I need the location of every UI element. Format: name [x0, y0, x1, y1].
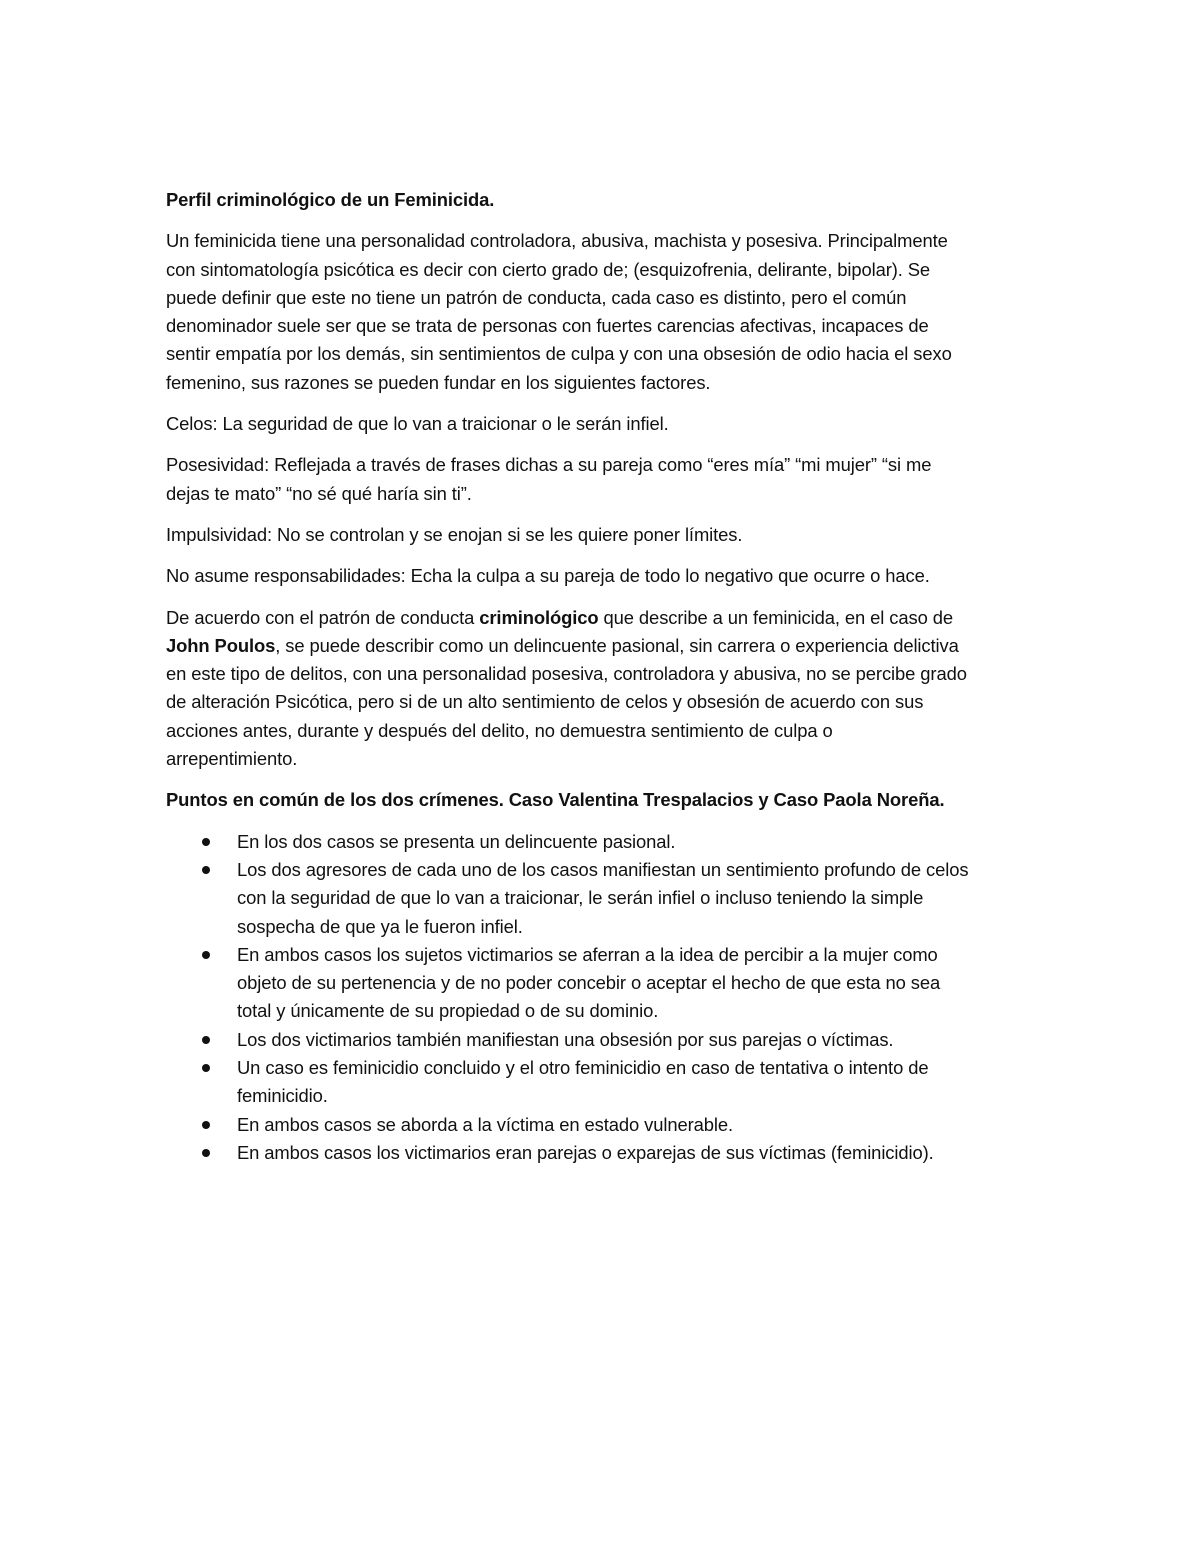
- document-body: [166, 186, 1034, 1167]
- factor-posesividad: [166, 451, 1034, 508]
- bullet-icon: [202, 838, 210, 846]
- list-item: [166, 1111, 1034, 1139]
- factor-line: dejas te mato” “no sé qué haría sin ti”.: [166, 482, 472, 504]
- factor-celos: [166, 410, 1034, 438]
- intro-line: femenino, sus razones se pueden fundar en los siguientes factores.: [166, 371, 711, 393]
- analysis-line: [166, 632, 1034, 660]
- analysis-line: de alteración Psicótica, pero si de un alto sentimiento de celos y obsesión de acuerdo con sus: [166, 691, 924, 713]
- analysis-text: , se puede describir como un delincuente pasional, sin carrera o experiencia delictiva: [275, 634, 959, 656]
- bullet-icon: [202, 1064, 210, 1072]
- intro-line: Un feminicida tiene una personalidad controladora, abusiva, machista y posesiva. Principalmente: [166, 230, 948, 252]
- factor-impulsividad: [166, 521, 1034, 549]
- list-item-line: En ambos casos se aborda a la víctima en estado vulnerable.: [237, 1113, 734, 1135]
- analysis-line: arrepentimiento.: [166, 748, 298, 770]
- list-item: [166, 1026, 1034, 1054]
- list-item-line: total y únicamente de su propiedad o de su dominio.: [237, 1000, 659, 1022]
- list-item-line: En los dos casos se presenta un delincuente pasional.: [237, 830, 676, 852]
- list-item: [166, 1054, 1034, 1111]
- list-item: [166, 1139, 1034, 1167]
- list-item-line: feminicidio.: [237, 1085, 328, 1107]
- analysis-bold-term: criminológico: [479, 606, 599, 628]
- analysis-text: que describe a un feminicida, en el caso de: [598, 606, 953, 628]
- common-points-list: [166, 828, 1034, 1168]
- intro-line: sentir empatía por los demás, sin sentimientos de culpa y con una obsesión de odio hacia el sexo: [166, 343, 952, 365]
- list-item-line: con la seguridad de que lo van a traicionar, le serán infiel o incluso teniendo la simple: [237, 887, 924, 909]
- list-item-line: Un caso es feminicidio concluido y el otro feminicidio en caso de tentativa o intento de: [237, 1057, 929, 1079]
- analysis-line: acciones antes, durante y después del delito, no demuestra sentimiento de culpa o: [166, 719, 833, 741]
- title-text: Perfil criminológico de un Feminicida.: [166, 189, 495, 210]
- factor-line: Celos: La seguridad de que lo van a traicionar o le serán infiel.: [166, 413, 669, 435]
- factor-line: No asume responsabilidades: Echa la culpa a su pareja de todo lo negativo que ocurre o hace.: [166, 565, 930, 587]
- list-item-line: sospecha de que ya le fueron infiel.: [237, 915, 523, 937]
- section-subtitle: [166, 786, 1034, 814]
- analysis-bold-name: John Poulos: [166, 634, 276, 656]
- list-item: [166, 856, 1034, 941]
- intro-line: con sintomatología psicótica es decir con cierto grado de; (esquizofrenia, delirante, bipolar). Se: [166, 258, 931, 280]
- bullet-icon: [202, 1149, 210, 1157]
- intro-line: puede definir que este no tiene un patrón de conducta, cada caso es distinto, pero el común: [166, 286, 907, 308]
- bullet-icon: [202, 1121, 210, 1129]
- analysis-paragraph: [166, 604, 1034, 774]
- intro-line: denominador suele ser que se trata de personas con fuertes carencias afectivas, incapaces de: [166, 315, 929, 337]
- list-item-line: Los dos agresores de cada uno de los casos manifiestan un sentimiento profundo de celos: [237, 858, 969, 880]
- factor-line: Posesividad: Reflejada a través de frases dichas a su pareja como “eres mía” “mi mujer” “si me: [166, 454, 932, 476]
- analysis-line: en este tipo de delitos, con una personalidad posesiva, controladora y abusiva, no se percibe grado: [166, 663, 967, 685]
- bullet-icon: [202, 1036, 210, 1044]
- factor-responsabilidades: [166, 562, 1034, 590]
- analysis-line: [166, 604, 1034, 632]
- analysis-text: De acuerdo con el patrón de conducta: [166, 606, 480, 628]
- list-item-line: Los dos victimarios también manifiestan una obsesión por sus parejas o víctimas.: [237, 1028, 894, 1050]
- list-item: [166, 828, 1034, 856]
- subtitle-text: Puntos en común de los dos crímenes. Caso Valentina Trespalacios y Caso Paola Noreña.: [166, 789, 945, 811]
- intro-paragraph: [166, 227, 1034, 397]
- list-item-line: En ambos casos los victimarios eran parejas o exparejas de sus víctimas (feminicidio).: [237, 1141, 934, 1163]
- list-item: [166, 941, 1034, 1026]
- list-item-line: En ambos casos los sujetos victimarios se aferran a la idea de percibir a la mujer como: [237, 943, 938, 965]
- bullet-icon: [202, 866, 210, 874]
- list-item-line: objeto de su pertenencia y de no poder concebir o aceptar el hecho de que esta no sea: [237, 972, 941, 994]
- bullet-icon: [202, 951, 210, 959]
- factor-line: Impulsividad: No se controlan y se enojan si se les quiere poner límites.: [166, 523, 743, 545]
- document-title: [166, 186, 1034, 214]
